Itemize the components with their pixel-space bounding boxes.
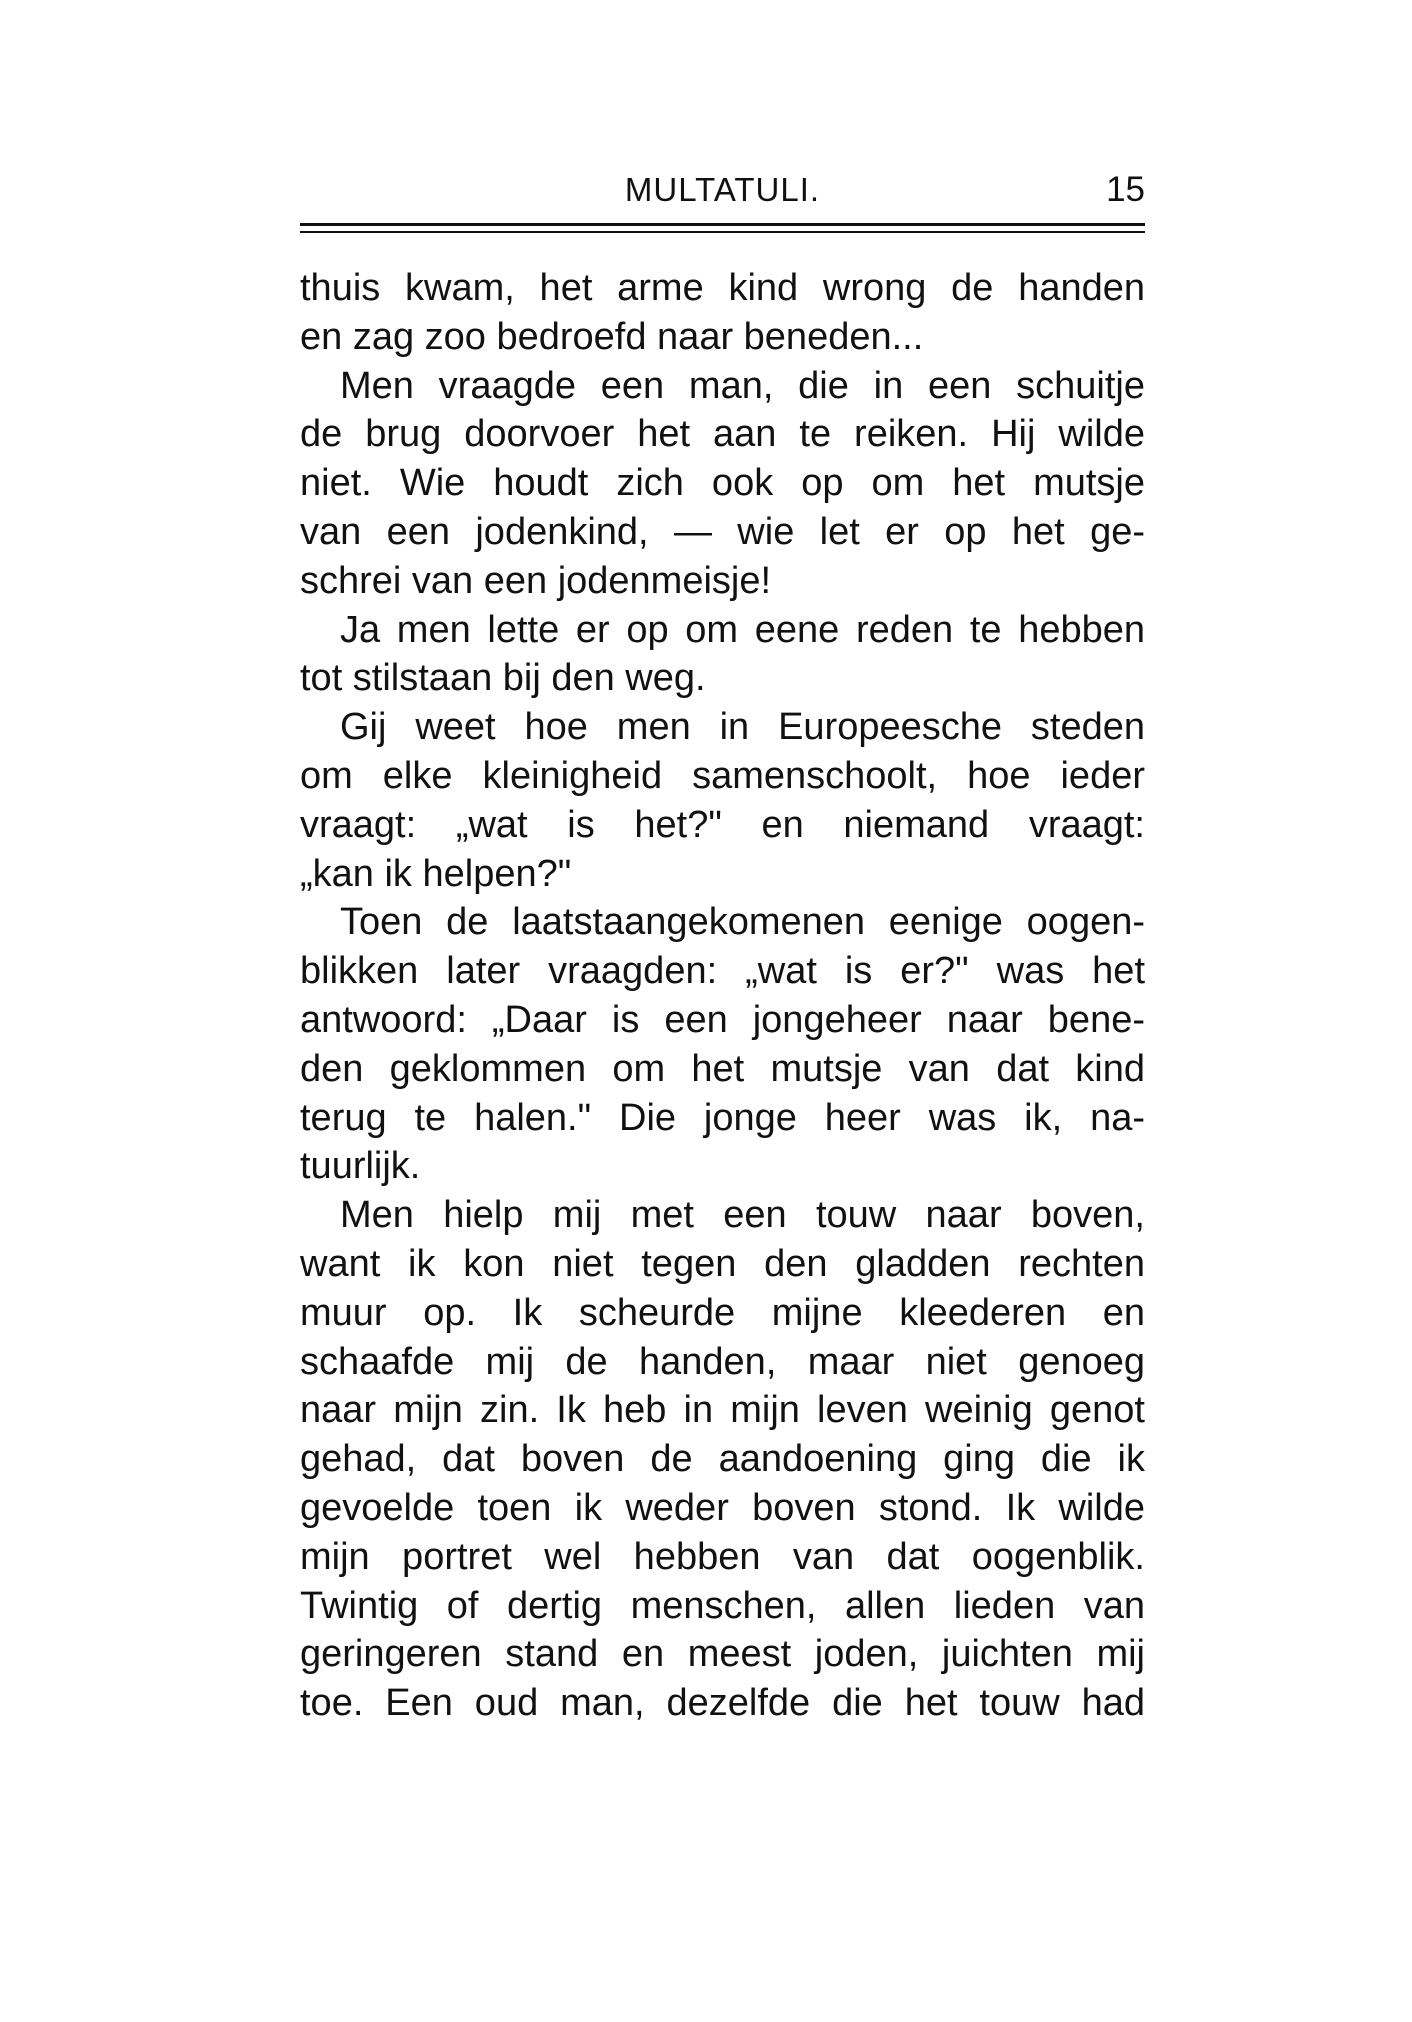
page-header <box>300 170 1145 210</box>
text-line: en zag zoo bedroefd naar beneden... <box>300 315 924 358</box>
text-line: tuurlijk. <box>300 1145 421 1188</box>
text-line: de brug doorvoer het aan te reiken. Hij wilde <box>300 413 1145 456</box>
text-line: geringeren stand en meest joden, juichten mij <box>300 1633 1145 1676</box>
page-number: 15 <box>1106 170 1145 209</box>
text-line: toe. Een oud man, dezelfde die het touw had <box>300 1682 1145 1725</box>
text-line: gehad, dat boven de aandoening ging die ik <box>300 1438 1145 1481</box>
text-line: tot stilstaan bij den weg. <box>300 657 706 700</box>
text-line: vraagt: „wat is het?" en niemand vraagt: <box>300 803 1145 846</box>
text-line: om elke kleinigheid samenschoolt, hoe ieder <box>300 754 1145 797</box>
text-line: Ja men lette er op om eene reden te hebben <box>340 608 1145 651</box>
text-line: van een jodenkind, — wie let er op het ge- <box>300 510 1145 553</box>
running-title: MULTATULI. <box>624 171 821 208</box>
text-line: Gij weet hoe men in Europeesche steden <box>340 706 1145 749</box>
text-line: thuis kwam, het arme kind wrong de handen <box>300 267 1145 309</box>
text-line: Toen de laatstaangekomenen eenige oogen- <box>340 901 1145 944</box>
text-line: schaafde mij de handen, maar niet genoeg <box>300 1340 1145 1383</box>
text-line: want ik kon niet tegen den gladden rechten <box>300 1242 1145 1285</box>
text-line: den geklommen om het mutsje van dat kind <box>300 1047 1145 1090</box>
text-line: muur op. Ik scheurde mijne kleederen en <box>300 1291 1145 1334</box>
text-line: Twintig of dertig menschen, allen lieden van <box>300 1584 1145 1627</box>
header-rule-bottom <box>300 231 1145 233</box>
text-line: niet. Wie houdt zich ook op om het mutsje <box>300 462 1145 505</box>
text-line: schrei van een jodenmeisje! <box>300 559 772 602</box>
text-line: Men vraagde een man, die in een schuitje <box>340 364 1145 407</box>
header-rule-top <box>300 223 1145 226</box>
text-line: antwoord: „Daar is een jongeheer naar bene- <box>300 998 1145 1041</box>
text-line: „kan ik helpen?" <box>300 852 572 895</box>
text-line: blikken later vraagden: „wat is er?" was het <box>300 950 1145 993</box>
text-line: naar mijn zin. Ik heb in mijn leven weinig genot <box>300 1389 1145 1432</box>
text-line: mijn portret wel hebben van dat oogenblik. <box>300 1535 1145 1578</box>
text-line: gevoelde toen ik weder boven stond. Ik wilde <box>300 1486 1145 1529</box>
text-line: terug te halen." Die jonge heer was ik, na- <box>300 1096 1145 1139</box>
body-text <box>300 264 1145 1728</box>
text-line: Men hielp mij met een touw naar boven, <box>340 1194 1145 1237</box>
